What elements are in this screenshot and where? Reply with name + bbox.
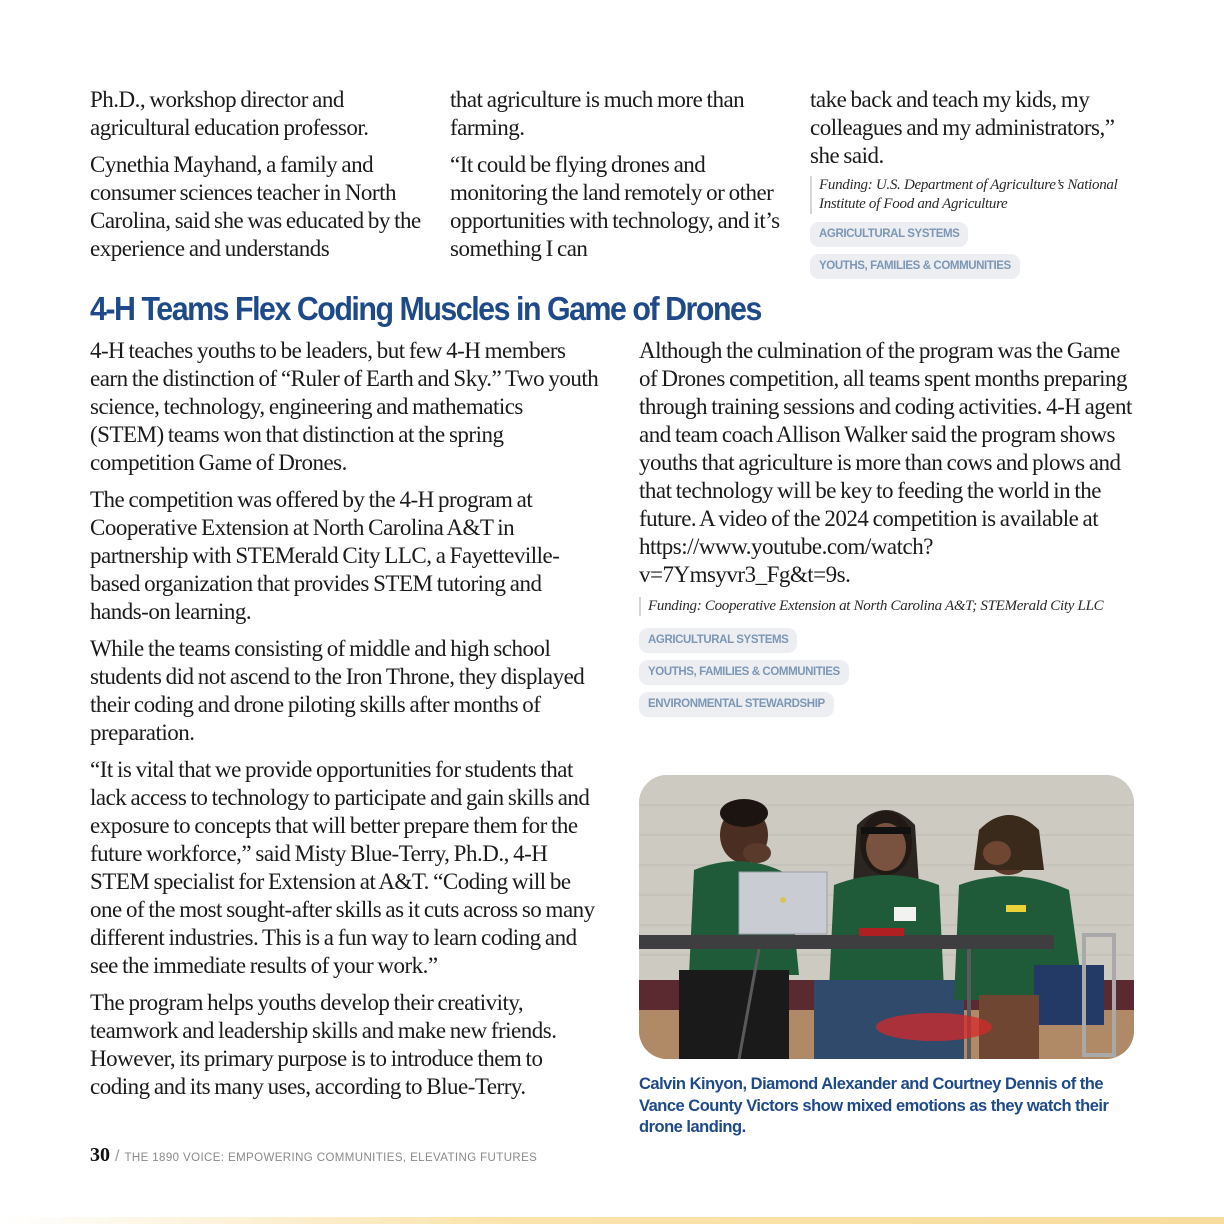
article-photo <box>639 775 1134 1059</box>
paragraph: “It could be flying drones and monitoring the land remotely or other opportunities with technology, and it’s something I can <box>450 152 780 261</box>
tag-youths-families-communities[interactable]: YOUTHS, FAMILIES & COMMUNITIES <box>810 254 1020 279</box>
article-headline: 4-H Teams Flex Coding Muscles in Game of Drones <box>90 290 761 327</box>
paragraph: Although the culmination of the program was the Game of Drones competition, all teams spent months preparing through training sessions and coding activities. 4-H agent and team coach Allison Walker said the program shows youths that agriculture is more than cows and plows and that technology will be key to feeding the world in the future. A video of the 2024 competition is available at https://www.youtube.com/watch?v=7Ymsyvr3_Fg&t=9s. <box>639 338 1132 587</box>
page-footer <box>90 1144 537 1167</box>
article-column-1 <box>90 337 600 1110</box>
photo-illustration <box>639 775 1134 1059</box>
tag-agricultural-systems[interactable]: AGRICULTURAL SYSTEMS <box>810 222 968 247</box>
top-column-2 <box>450 86 790 272</box>
paragraph: Ph.D., workshop director and agricultural education professor. <box>90 87 369 140</box>
paragraph: take back and teach my kids, my colleagues and my administrators,” she said. <box>810 87 1115 168</box>
paragraph: While the teams consisting of middle and high school students did not ascend to the Iron Throne, they displayed their coding and drone piloting skills after months of preparation. <box>90 636 585 745</box>
article-column-2 <box>639 337 1134 717</box>
decorative-bottom-bar <box>0 1217 1224 1224</box>
paragraph: The competition was offered by the 4-H program at Cooperative Extension at North Carolina A&T in partnership with STEMerald City LLC, a Fayetteville-based organization that provides STEM tutoring and hands-on learning. <box>90 487 560 624</box>
photo-caption: Calvin Kinyon, Diamond Alexander and Courtney Dennis of the Vance County Victors show mixed emotions as they watch their drone landing. <box>639 1075 1109 1136</box>
tag-environmental-stewardship[interactable]: ENVIRONMENTAL STEWARDSHIP <box>639 692 834 717</box>
paragraph: The program helps youths develop their creativity, teamwork and leadership skills and make new friends. However, its primary purpose is to introduce them to coding and its many uses, according to Blue-Terry. <box>90 990 557 1099</box>
footer-separator: / <box>115 1148 120 1165</box>
funding-note: Funding: U.S. Department of Agriculture’s National Institute of Food and Agriculture <box>810 176 1140 214</box>
tag-youths-families-communities[interactable]: YOUTHS, FAMILIES & COMMUNITIES <box>639 660 849 685</box>
publication-title: THE 1890 VOICE: EMPOWERING COMMUNITIES, ELEVATING FUTURES <box>124 1152 538 1164</box>
paragraph: Cynethia Mayhand, a family and consumer sciences teacher in North Carolina, said she was educated by the experience and understands <box>90 152 421 261</box>
tag-agricultural-systems[interactable]: AGRICULTURAL SYSTEMS <box>639 628 797 653</box>
page-number: 30 <box>90 1144 110 1166</box>
paragraph: that agriculture is much more than farming. <box>450 87 745 140</box>
tag-list <box>639 628 1134 717</box>
paragraph: 4-H teaches youths to be leaders, but few 4-H members earn the distinction of “Ruler of Earth and Sky.” Two youth science, technology, engineering and mathematics (STEM) teams won that distinction at the spring competition Game of Drones. <box>90 338 599 475</box>
top-column-1 <box>90 86 430 272</box>
paragraph: “It is vital that we provide opportunities for students that lack access to technology to participate and gain skills and exposure to concepts that will better prepare them for the future workforce,” said Misty Blue-Terry, Ph.D., 4-H STEM specialist for Extension at A&T. “Coding will be one of the most sought-after skills as it cuts across so many different industries. This is a fun way to learn coding and see the immediate results of your work.” <box>90 757 595 978</box>
top-column-3 <box>810 86 1140 279</box>
funding-note: Funding: Cooperative Extension at North Carolina A&T; STEMerald City LLC <box>639 597 1134 616</box>
tag-list <box>810 222 1140 279</box>
